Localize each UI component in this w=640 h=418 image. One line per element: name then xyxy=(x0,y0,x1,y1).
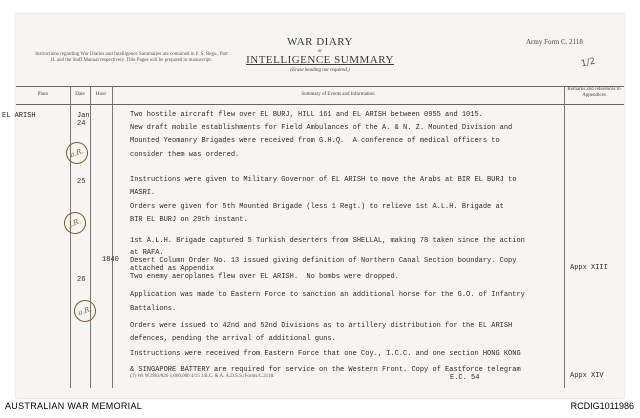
entry-line-1: Two hostile aircraft flew over EL BURJ, HILL 161 and EL ARISH between 0955 and 1015. xyxy=(130,111,483,119)
entry-line-9: 1st A.L.H. Brigade captured 5 Turkish deserters from SHELLAL, making 78 taken since the action xyxy=(130,237,525,245)
col-header-place: Place xyxy=(37,92,49,97)
appendix-ref-2: Appx XIV xyxy=(570,372,604,380)
entry-line-20: E.C. 54 xyxy=(450,374,480,382)
entry-line-6: MASRI. xyxy=(130,189,156,197)
col-header-summary: Summary of Events and Information xyxy=(301,92,375,97)
header-top-line xyxy=(16,86,624,87)
entry-line-5: Instructions were given to Military Governor of EL ARISH to move the Arabs at BIR EL BURJ to xyxy=(130,176,517,184)
entry-line-14: Application was made to Eastern Force to sanction an additional horse for the G.O. of Infantry xyxy=(130,291,525,299)
entry-line-10: at RAFA. xyxy=(130,249,164,257)
hour-cell: 1840 xyxy=(102,256,119,264)
header-bottom-line xyxy=(16,104,624,105)
signature-initials-2: J.R. xyxy=(61,209,89,237)
entry-line-13: Two enemy aeroplanes flew over EL ARISH. No bombs were dropped. xyxy=(130,273,399,281)
appendix-ref-1: Appx XIII xyxy=(570,264,608,272)
print-line: (T) Wt W2983/826 1,000,000 4/15 J.B.C. & A. A.D.S.S./Forms/C.2118. xyxy=(130,374,275,379)
date-cell-2: 25 xyxy=(77,178,86,186)
entry-line-16: Orders were issued to 42nd and 52nd Divisions as to artillery distribution for the EL ARISH xyxy=(130,322,513,330)
place-cell: EL ARISH xyxy=(2,112,36,120)
entry-line-15: Battalions. xyxy=(130,305,177,313)
entry-line-18: Instructions were received from Eastern Force that one Coy., I.C.C. and one section HONG KONG xyxy=(130,350,521,358)
col-header-hour: Hour xyxy=(95,92,107,97)
entry-line-3: Mounted Yeomanry Brigades were received from G.H.Q. A conference of medical officers to xyxy=(130,137,500,145)
entry-line-8: BIR EL BURJ on 29th instant. xyxy=(130,216,248,224)
date-cell-3: 26 xyxy=(77,276,86,284)
entry-line-4: consider them was ordered. xyxy=(130,151,240,159)
col-divider-hour xyxy=(112,86,113,388)
entry-line-7: Orders were given for 5th Mounted Brigade (less 1 Regt.) to relieve 1st A.L.H. Brigade at xyxy=(130,203,504,211)
entry-line-19: & SINGAPORE BATTERY are required for service on the Western Front. Copy of Eastforce telegram xyxy=(130,366,521,374)
army-form-number: Army Form C. 2118 xyxy=(526,38,583,46)
signature-initials-3: a.R. xyxy=(71,297,99,325)
erase-note: (Erase heading not required.) xyxy=(290,68,350,73)
col-divider-place xyxy=(70,86,71,388)
col-header-date: Date xyxy=(75,92,85,97)
entry-line-12: attached as Appendix xyxy=(130,265,215,273)
or-text: or xyxy=(317,49,323,54)
intelligence-summary-title: INTELLIGENCE SUMMARY xyxy=(246,54,394,66)
col-divider-summary xyxy=(564,86,565,388)
date-cell-1: Jan 24 xyxy=(77,112,90,128)
page-mark: 1/2 xyxy=(580,56,597,70)
document-id: RCDIG1011986 xyxy=(570,401,634,411)
instructions-text: Instructions regarding War Diaries and Intelligence Summaries are contained in F. S. Regs., Part II. and the Staff Manual respectively. Title Pages will be prepared in manuscript. xyxy=(35,52,228,63)
entry-line-2: New draft mobile establishments for Field Ambulances of the A. & N. Z. Mounted Division and xyxy=(130,124,513,132)
entry-line-17: defences, pending the arrival of additional guns. xyxy=(130,335,336,343)
col-header-remarks: Remarks and references to Appendices xyxy=(567,87,621,98)
war-diary-title: WAR DIARY xyxy=(287,36,353,48)
col-divider-date xyxy=(90,86,91,388)
entry-line-11: Desert Column Order No. 13 issued giving definition of Northern Canal Section boundary. Copy xyxy=(130,257,517,265)
collection-name: AUSTRALIAN WAR MEMORIAL xyxy=(5,401,143,411)
signature-initials-1: a.R. xyxy=(63,139,91,167)
